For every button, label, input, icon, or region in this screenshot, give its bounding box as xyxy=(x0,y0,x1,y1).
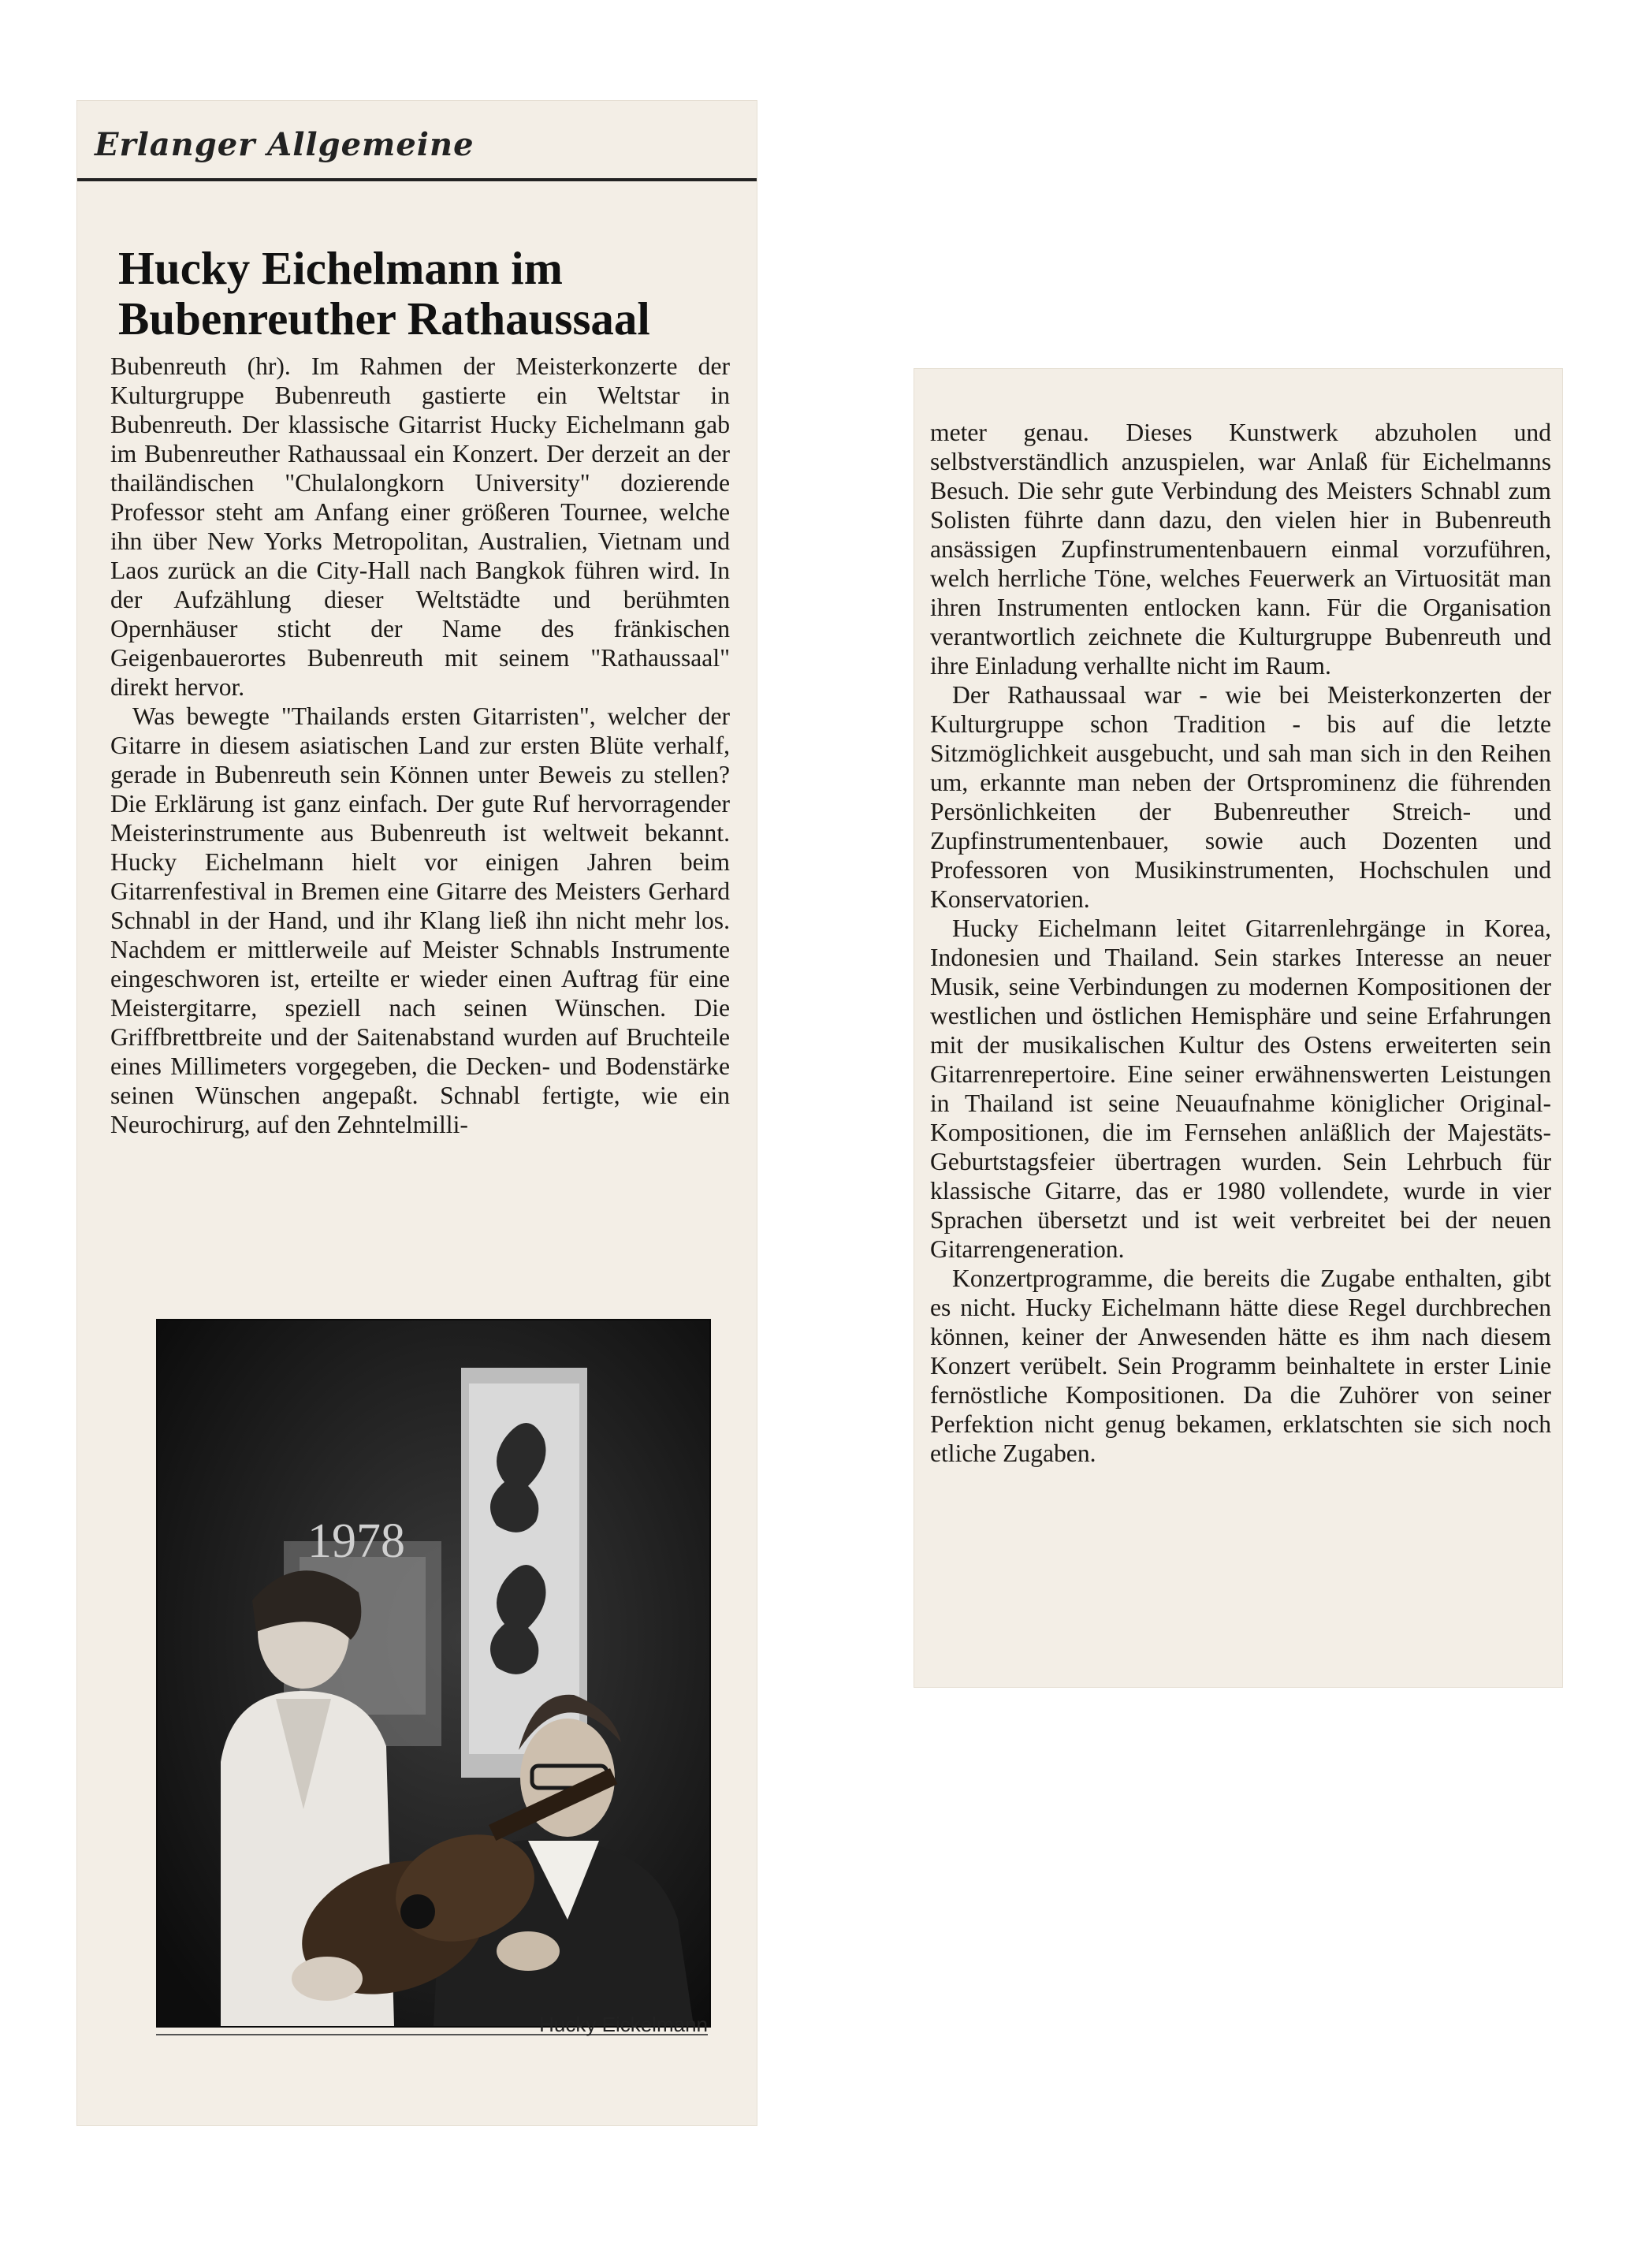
newspaper-masthead: Erlanger Allgemeine xyxy=(95,126,474,163)
masthead-rule xyxy=(77,178,757,181)
paragraph: Der Rathaussaal war - wie bei Meisterkonzerten der Kulturgruppe schon Tradition - bis auf die letzte Sitzmöglichkeit ausgebucht, und sah man sich in den Reihen um, erkannte man neben der Ortsprominenz die führenden Persönlichkeiten der Bubenreuther Streich- und Zupfinstrumentenbauer, sowie auch Dozenten und Professoren von Musikinstrumenten, Hochschulen und Konservatorien. xyxy=(930,681,1551,913)
article-photo xyxy=(156,1319,711,2028)
photo-illustration xyxy=(158,1320,709,2026)
paragraph: Bubenreuth (hr). Im Rahmen der Meisterkonzerte der Kulturgruppe Bubenreuth gastierte ein Weltstar in Bubenreuth. Der klassische Gitarrist Hucky Eichelmann gab im Bubenreuther Rathaussaal ein Konzert. Der derzeit an der thailändischen "Chulalongkorn University" dozierende Professor steht am Anfang einer größeren Tournee, welche ihn über New Yorks Metropolitan, Australien, Vietnam und Laos zurück an die City-Hall nach Bangkok führen wird. In der Aufzählung dieser Weltstädte und berühmten Opernhäuser sticht der Name des fränkischen Geigenbauerortes Bubenreuth mit seinem "Rathaussaal" direkt hervor. xyxy=(110,352,730,701)
paragraph: Konzertprogramme, die bereits die Zugabe enthalten, gibt es nicht. Hucky Eichelmann hätte diese Regel durchbrechen können, keiner der Anwesenden hätte es ihm nach diesem Konzert verübelt. Sein Programm beinhaltete in erster Linie fernöstliche Kompositionen. Da die Zuhörer von seiner Perfektion nicht genug bekamen, erklatschten sie sich noch etliche Zugaben. xyxy=(930,1264,1551,1467)
right-column-text xyxy=(930,418,1551,1468)
article-headline: Hucky Eichelmann im Bubenreuther Rathaussaal xyxy=(118,242,650,344)
article-clipping-right xyxy=(914,369,1562,1687)
paragraph: meter genau. Dieses Kunstwerk abzuholen und selbstverständlich anzuspielen, war Anlaß für Eichelmanns Besuch. Die sehr gute Verbindung des Meisters Schnabl zum Solisten führte dann dazu, den vielen hier in Bubenreuth ansässigen Zupfinstrumentenbauern einmal vorzuführen, welch herrliche Töne, welches Feuerwerk an Virtuosität man ihren Instrumenten entlocken kann. Für die Organisation verantwortlich zeichnete die Kulturgruppe Bubenreuth und ihre Einladung verhallte nicht im Raum. xyxy=(930,419,1551,680)
article-clipping-left xyxy=(77,101,757,2125)
photo-caption: Hucky Eickelmann xyxy=(539,2013,708,2036)
paragraph: Was bewegte "Thailands ersten Gitarristen", welcher der Gitarre in diesem asiatischen Land zur ersten Blüte verhalf, gerade in Bubenreuth sein Können unter Beweis zu stellen? Die Erklärung ist ganz einfach. Der gute Ruf hervorragender Meisterinstrumente aus Bubenreuth ist weltweit bekannt. Hucky Eichelmann hielt vor einigen Jahren beim Gitarrenfestival in Bremen eine Gitarre des Meisters Gerhard Schnabl in der Hand, und ihr Klang ließ ihn nicht mehr los. Nachdem er mittlerweile auf Meister Schnabls Instrumente eingeschworen ist, erteilte er wieder einen Auftrag für eine Meistergitarre, speziell nach seinen Wünschen. Die Griffbrettbreite und der Saitenabstand wurden auf Bruchteile eines Millimeters vorgegeben, die Decken- und Bodenstärke seinen Wünschen angepaßt. Schnabl fertigte, wie ein Neurochirurg, auf den Zehntelmilli- xyxy=(110,702,730,1138)
wall-number-1978: 1978 xyxy=(307,1514,405,1568)
left-column-text xyxy=(110,352,730,1139)
paragraph: Hucky Eichelmann leitet Gitarrenlehrgänge in Korea, Indonesien und Thailand. Sein starkes Interesse an neuer Musik, seine Verbindungen zu modernen Kompositionen der westlichen und östlichen Hemisphäre und seine Erfahrungen mit der musikalischen Kultur des Ostens erweiterten sein Gitarrenrepertoire. Eine seiner erwähnenswerten Leistungen in Thailand ist seine Neuaufnahme königlicher Original-Kompositionen, die im Fernsehen anläßlich der Majestäts-Geburtstagsfeier übertragen wurden. Sein Lehrbuch für klassische Gitarre, das er 1980 vollendete, wurde in vier Sprachen übersetzt und ist weit verbreitet bei der neuen Gitarrengeneration. xyxy=(930,914,1551,1263)
